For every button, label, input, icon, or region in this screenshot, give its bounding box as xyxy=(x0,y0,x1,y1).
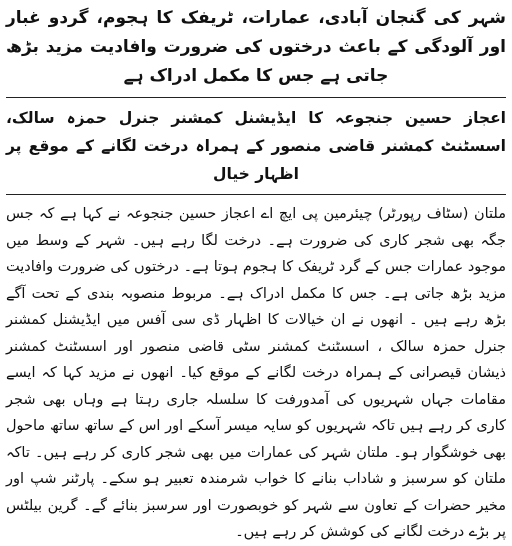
article-headline: شہر کی گنجان آبادی، عمارات، ٹریفک کا ہجوم، گردو غبار اور آلودگی کے باعث درختوں کی ضرورت وافادیت مزید بڑھ جاتی ہے جس کا مکمل ادراک ہے xyxy=(6,8,506,86)
article-subheadline: اعجاز حسین جنجوعہ کا ایڈیشنل کمشنر جنرل حمزہ سالک، اسسٹنٹ کمشنر قاضی منصور کے ہمراہ درخت لگانے کے موقع پر اظہار خیال xyxy=(6,109,506,183)
subheadline-divider xyxy=(6,194,506,195)
article-body: ملتان (سٹاف رپورٹر) چیئرمین پی ایچ اے اعجاز حسین جنجوعہ نے کہا ہے کہ جس جگہ بھی شجر کاری کی ضرورت ہے۔ درخت لگا رہے ہیں۔ شہر کے وسط میں موجود عمارات جس کے گرد ٹریفک کا ہجوم ہوتا ہے۔ درختوں کی ضرورت وافادیت مزید بڑھ جاتی ہے۔ جس کا مکمل ادراک ہے۔ مربوط منصوبہ بندی کے تحت آگے بڑھ رہے ہیں ۔ انھوں نے ان خیالات کا اظہار ڈی سی آفس میں ایڈیشنل کمشنر جنرل حمزہ سالک ، اسسٹنٹ کمشنر سٹی قاضی منصور اور اسسٹنٹ کمشنر ذیشان قیصرانی کے ہمراہ درخت لگانے کے موقع کیا۔ انھوں نے مزید کہا کہ ایسے مقامات جہاں شہریوں کی آمدورفت کا سلسلہ جاری رہتا ہے وہاں بھی شجر کاری کر رہے ہیں تاکہ شہریوں کو سایہ میسر آسکے اور اس کے ساتھ ساتھ ماحول بھی خوشگوار ہو۔ ملتان شہر کی عمارات میں بھی شجر کاری کر رہے ہیں۔ تاکہ ملتان کو سرسبز و شاداب بنانے کا خواب شرمندہ تعبیر ہو سکے۔ پارٹنر شپ اور مخیر حضرات کے تعاون سے شہر کو خوبصورت اور سرسبز بنائے گے۔ گرین بیلٹس پر بڑے درخت لگانے کی کوشش کر رہے ہیں۔ xyxy=(6,206,506,540)
headline-divider xyxy=(6,97,506,98)
